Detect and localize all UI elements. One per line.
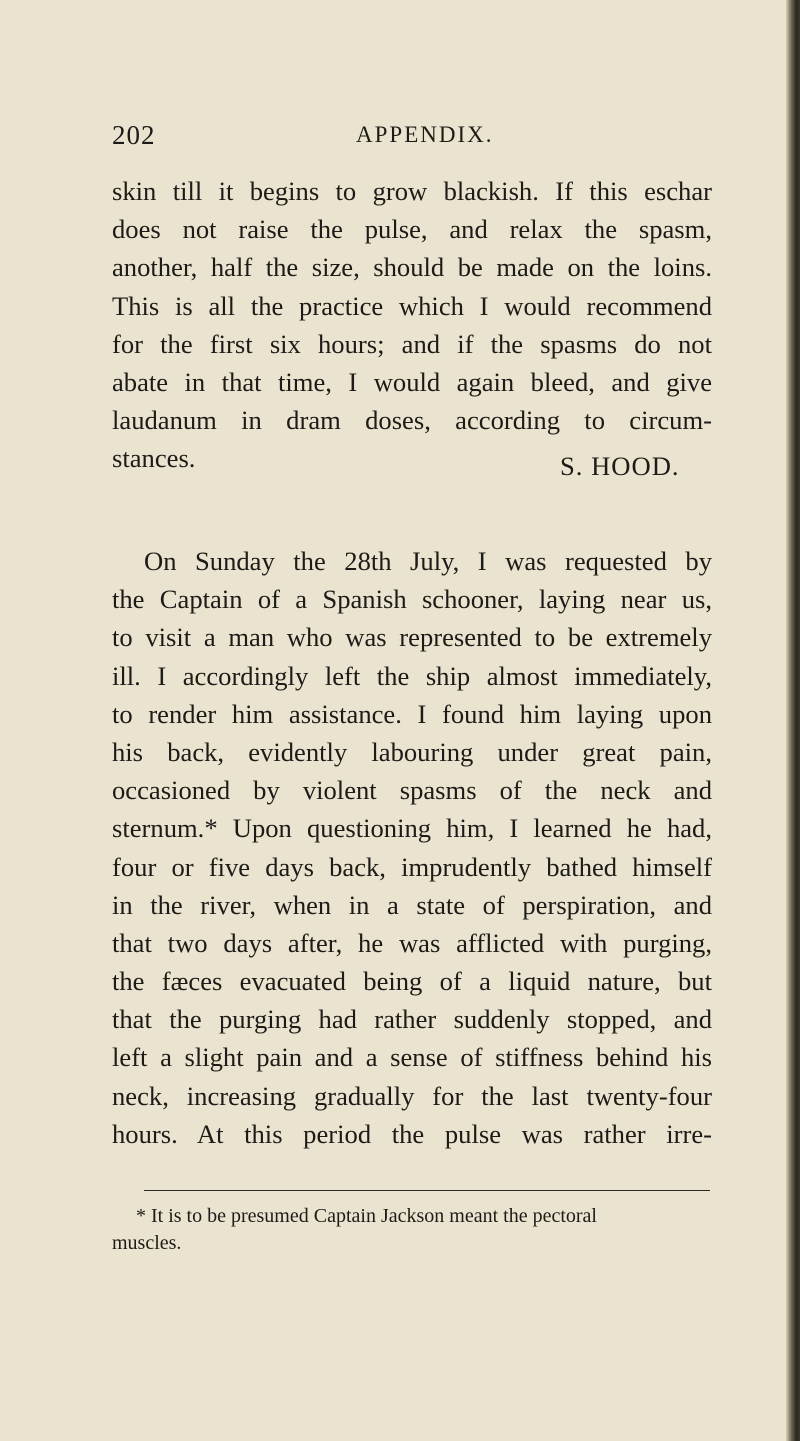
text-line: four or five days back, imprudently bathed himself [112, 851, 712, 882]
text-line: left a slight pain and a sense of stiffness behind his [112, 1042, 712, 1073]
footnote [112, 1203, 712, 1257]
text-line: to render him assistance. I found him laying upon [112, 698, 712, 729]
signature: S. HOOD. [560, 451, 680, 481]
body-text [112, 172, 712, 1149]
text-line: his back, evidently labouring under great pain, [112, 736, 712, 767]
text-line: occasioned by violent spasms of the neck and [112, 775, 712, 806]
text-line: stances. [112, 443, 196, 474]
text-line: for the first six hours; and if the spasms do not [112, 328, 712, 359]
text-line: ill. I accordingly left the ship almost immediately, [112, 660, 712, 691]
text-line: the fæces evacuated being of a liquid nature, but [112, 966, 712, 997]
page-header [112, 120, 712, 160]
footnote-line: muscles. [112, 1232, 182, 1254]
text-line: the Captain of a Spanish schooner, laying near us, [112, 584, 712, 615]
text-line: in the river, when in a state of perspiration, and [112, 889, 712, 920]
text-line: to visit a man who was represented to be extremely [112, 622, 712, 653]
text-line: skin till it begins to grow blackish. If this eschar [112, 176, 712, 206]
paragraph-2 [112, 542, 712, 1153]
running-head: APPENDIX. [356, 122, 494, 147]
text-line: sternum.* Upon questioning him, I learned he had, [112, 813, 712, 844]
text-line: On Sunday the 28th July, I was requested by [144, 546, 712, 576]
footnote-line: * It is to be presumed Captain Jackson meant the pectoral [136, 1205, 597, 1227]
text-line: This is all the practice which I would recommend [112, 290, 712, 321]
text-line: does not raise the pulse, and relax the spasm, [112, 214, 712, 245]
text-line: that the purging had rather suddenly stopped, and [112, 1004, 712, 1035]
text-line: abate in that time, I would again bleed, and give [112, 366, 712, 397]
text-line: another, half the size, should be made on the loins. [112, 252, 712, 283]
page-number: 202 [112, 120, 156, 150]
text-line: hours. At this period the pulse was rather irre- [112, 1118, 712, 1149]
paragraph-1 [112, 172, 712, 478]
page-edge-shadow [786, 0, 800, 1441]
text-line: neck, increasing gradually for the last twenty-four [112, 1080, 712, 1111]
text-line: laudanum in dram doses, according to circum- [112, 405, 712, 436]
footnote-rule [144, 1190, 710, 1191]
text-line: that two days after, he was afflicted with purging, [112, 927, 712, 958]
